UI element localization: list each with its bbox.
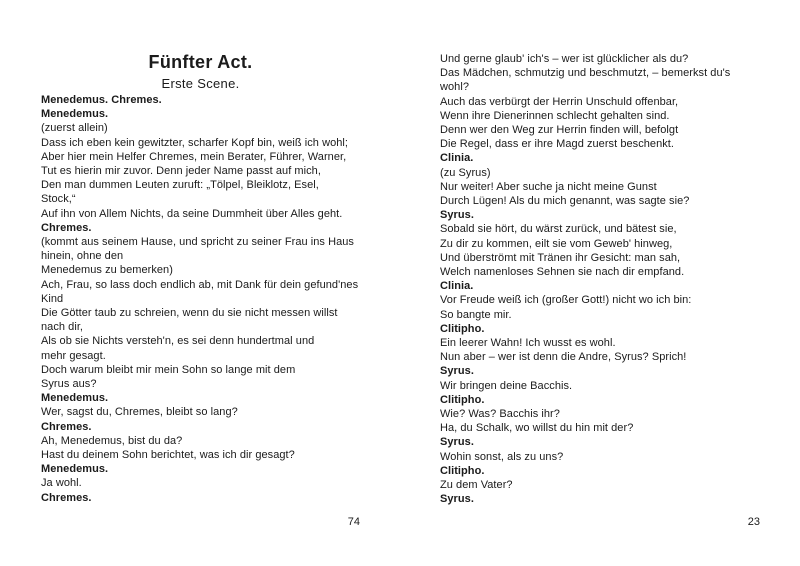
verse-line: Wie? Was? Bacchis ihr?: [440, 408, 560, 421]
verse-line: Aber hier mein Helfer Chremes, mein Berater, Führer, Warner,: [41, 150, 347, 163]
verse-line: Ah, Menedemus, bist du da?: [41, 434, 183, 447]
verse-line: Doch warum bleibt mir mein Sohn so lange mit dem: [41, 363, 296, 376]
verse-line: Zu dir zu kommen, eilt sie vom Geweb' hinweg,: [440, 237, 673, 250]
speaker-heading-line: Syrus.: [440, 365, 474, 378]
verse-line: Menedemus zu bemerken): [41, 264, 173, 277]
verse-line: (zuerst allein): [41, 122, 108, 135]
speaker-heading-line: Clitipho.: [440, 393, 485, 406]
speaker-heading-line: Chremes.: [41, 221, 92, 234]
verse-line: (zu Syrus): [440, 166, 491, 179]
verse-line: Als ob sie Nichts versteh'n, es sei denn hundertmal und: [41, 335, 315, 348]
verse-line: Das Mädchen, schmutzig und beschmutzt, – bemerkst du's: [440, 67, 731, 80]
verse-line: Ach, Frau, so lass doch endlich ab, mit Dank für dein gefund'nes: [41, 278, 359, 291]
speaker-heading-line: Syrus.: [440, 209, 474, 222]
speaker-heading-line: Syrus.: [440, 493, 474, 506]
verse-line: Tut es hierin mir zuvor. Denn jeder Name passt auf mich,: [41, 165, 321, 178]
verse-line: Wohin sonst, als zu uns?: [440, 450, 564, 463]
verse-line: mehr gesagt.: [41, 349, 106, 362]
verse-line: Kind: [41, 292, 64, 305]
verse-line: Dass ich eben kein gewitzter, scharfer Kopf bin, weiß ich wohl;: [41, 136, 349, 149]
verse-line: Hast du deinem Sohn berichtet, was ich dir gesagt?: [41, 449, 295, 462]
verse-line: Und gerne glaub' ich's – wer ist glücklicher als du?: [440, 53, 689, 65]
speaker-heading-line: Syrus.: [440, 436, 474, 449]
verse-line: So bangte mir.: [440, 308, 512, 321]
verse-line: nach dir,: [41, 321, 84, 334]
page-number-right: 23: [747, 516, 760, 528]
verse-line: Die Regel, dass er ihre Magd zuerst beschenkt.: [440, 138, 675, 151]
verse-line: Wir bringen deine Bacchis.: [440, 379, 573, 392]
page-number-left: 74: [347, 516, 360, 528]
verse-line: Ha, du Schalk, wo willst du hin mit der?: [440, 422, 634, 435]
right-page-lines: [440, 52, 760, 507]
verse-line: Die Götter taub zu schreien, wenn du sie nicht messen willst: [41, 307, 338, 320]
speaker-heading-line: Menedemus. Chremes.: [41, 94, 162, 106]
verse-line: Und überströmt mit Tränen ihr Gesicht: man sah,: [440, 251, 681, 264]
speaker-heading-line: Menedemus.: [41, 108, 109, 121]
speaker-heading-line: Menedemus.: [41, 463, 109, 476]
verse-line: Vor Freude weiß ich (großer Gott!) nicht wo ich bin:: [440, 294, 692, 307]
verse-line: hinein, ohne den: [41, 250, 124, 263]
speaker-heading-line: Clitipho.: [440, 322, 485, 335]
scene-title: Erste Scene.: [161, 76, 240, 91]
left-page-lines: [41, 93, 360, 505]
speaker-heading-line: Menedemus.: [41, 392, 109, 405]
verse-line: wohl?: [440, 81, 469, 94]
verse-line: Ein leerer Wahn! Ich wusst es wohl.: [440, 337, 616, 350]
speaker-heading-line: Clinia.: [440, 280, 474, 293]
verse-line: Denn wer den Weg zur Herrin finden will, befolgt: [440, 124, 679, 137]
verse-line: Nun aber – wer ist denn die Andre, Syrus? Sprich!: [440, 351, 687, 364]
verse-line: Stock,“: [41, 193, 76, 206]
speaker-heading-line: Clitipho.: [440, 464, 485, 477]
verse-line: Syrus aus?: [41, 378, 97, 391]
page-right: [440, 52, 760, 507]
verse-line: Durch Lügen! Als du mich genannt, was sagte sie?: [440, 195, 690, 208]
verse-line: (kommt aus seinem Hause, und spricht zu seiner Frau ins Haus: [41, 236, 354, 249]
verse-line: Den man dummen Leuten zuruft: „Tölpel, Bleiklotz, Esel,: [41, 179, 319, 192]
speaker-heading-line: Chremes.: [41, 420, 92, 433]
verse-line: Zu dem Vater?: [440, 479, 513, 492]
page-left: [41, 50, 360, 505]
act-title: Fünfter Act.: [148, 52, 253, 72]
speaker-heading-line: Clinia.: [440, 152, 474, 165]
verse-line: Nur weiter! Aber suche ja nicht meine Gunst: [440, 180, 657, 193]
verse-line: Auch das verbürgt der Herrin Unschuld offenbar,: [440, 95, 679, 108]
verse-line: Welch namenloses Sehnen sie nach dir empfand.: [440, 266, 685, 279]
verse-line: Ja wohl.: [41, 477, 82, 490]
speaker-heading-line: Chremes.: [41, 491, 92, 504]
verse-line: Auf ihn von Allem Nichts, da seine Dummheit über Alles geht.: [41, 207, 343, 220]
verse-line: Sobald sie hört, du wärst zurück, und bätest sie,: [440, 223, 677, 236]
verse-line: Wenn ihre Dienerinnen schlecht gehalten sind.: [440, 109, 670, 122]
verse-line: Wer, sagst du, Chremes, bleibt so lang?: [41, 406, 238, 419]
